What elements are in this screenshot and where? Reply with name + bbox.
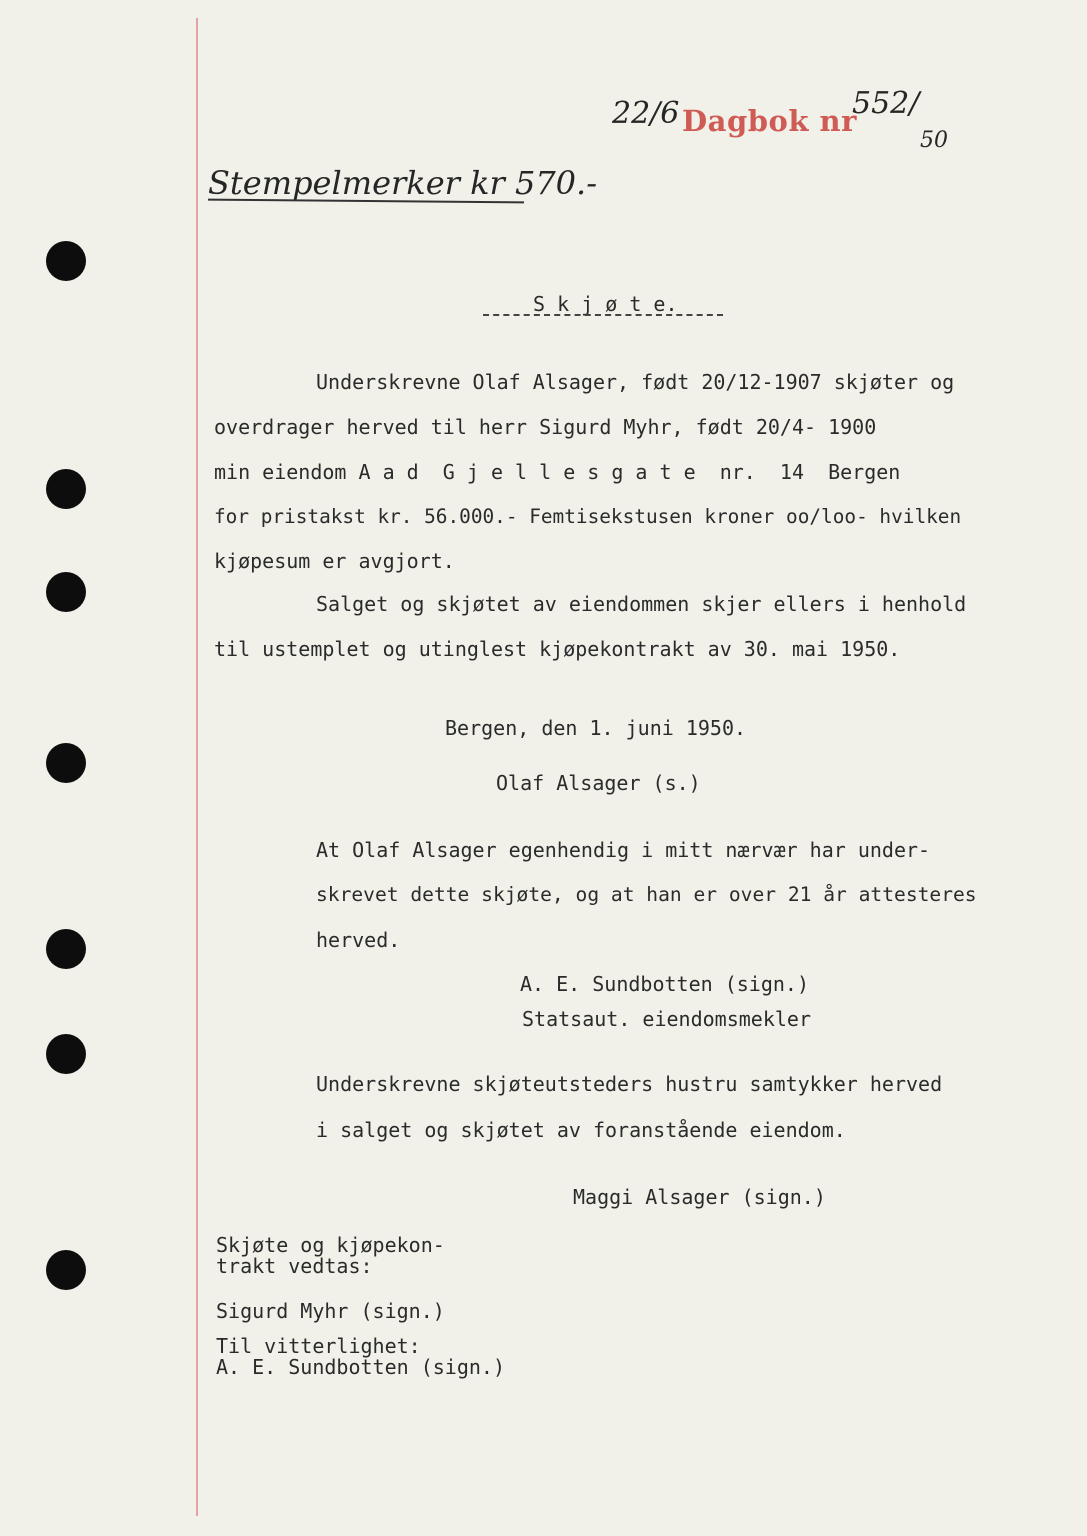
punch-hole [46, 241, 86, 281]
body-line: til ustemplet og utinglest kjøpekontrakt av 30. mai 1950. [214, 637, 901, 661]
buyer-signature: Sigurd Myhr (sign.) [216, 1299, 445, 1323]
dagbok-stamp: Dagbok nr [682, 104, 857, 138]
title-underline [483, 314, 723, 316]
body-line: Underskrevne Olaf Alsager, født 20/12-1907 skjøter og [316, 370, 955, 394]
acceptance-line: trakt vedtas: [216, 1254, 373, 1278]
attester-title: Statsaut. eiendomsmekler [522, 1007, 811, 1031]
attester-name: A. E. Sundbotten (sign.) [520, 972, 809, 996]
consent-line: i salget og skjøtet av foranstående eiendom. [316, 1118, 846, 1142]
body-line: Salget og skjøtet av eiendommen skjer ellers i henhold [316, 592, 967, 616]
punch-hole [46, 469, 86, 509]
seller-signature: Olaf Alsager (s.) [496, 771, 701, 795]
handwritten-entry-year: 50 [920, 128, 948, 153]
body-line: for pristakst kr. 56.000.- Femtisekstusen kroner oo/loo- hvilken [214, 505, 962, 528]
attestation-line: herved. [316, 928, 401, 952]
margin-rule [196, 18, 198, 1516]
handwritten-date: 22/6 [612, 96, 680, 131]
body-line: kjøpesum er avgjort. [214, 549, 455, 573]
punch-hole [46, 929, 86, 969]
place-date: Bergen, den 1. juni 1950. [445, 716, 747, 740]
body-line: min eiendom A a d G j e l l e s g a t e nr. 14 Bergen [214, 460, 901, 484]
document-title: S k j ø t e. [533, 292, 678, 316]
witness-label: Til vitterlighet: [216, 1334, 421, 1358]
consent-line: Underskrevne skjøteutsteders hustru samtykker herved [316, 1072, 943, 1096]
handwritten-entry-number: 552/ [852, 86, 920, 121]
attestation-line: skrevet dette skjøte, og at han er over 21 år attesteres [316, 883, 977, 906]
witness-signature: A. E. Sundbotten (sign.) [216, 1355, 505, 1379]
spouse-signature: Maggi Alsager (sign.) [573, 1185, 826, 1209]
body-line: overdrager herved til herr Sigurd Myhr, født 20/4- 1900 [214, 415, 877, 439]
attestation-line: At Olaf Alsager egenhendig i mitt nærvær har under- [316, 838, 931, 862]
punch-hole [46, 1250, 86, 1290]
punch-hole [46, 1034, 86, 1074]
acceptance-line: Skjøte og kjøpekon- [216, 1233, 445, 1257]
punch-hole [46, 743, 86, 783]
punch-hole [46, 572, 86, 612]
handwritten-stamp-fee: Stempelmerker kr 570.- [208, 164, 598, 202]
